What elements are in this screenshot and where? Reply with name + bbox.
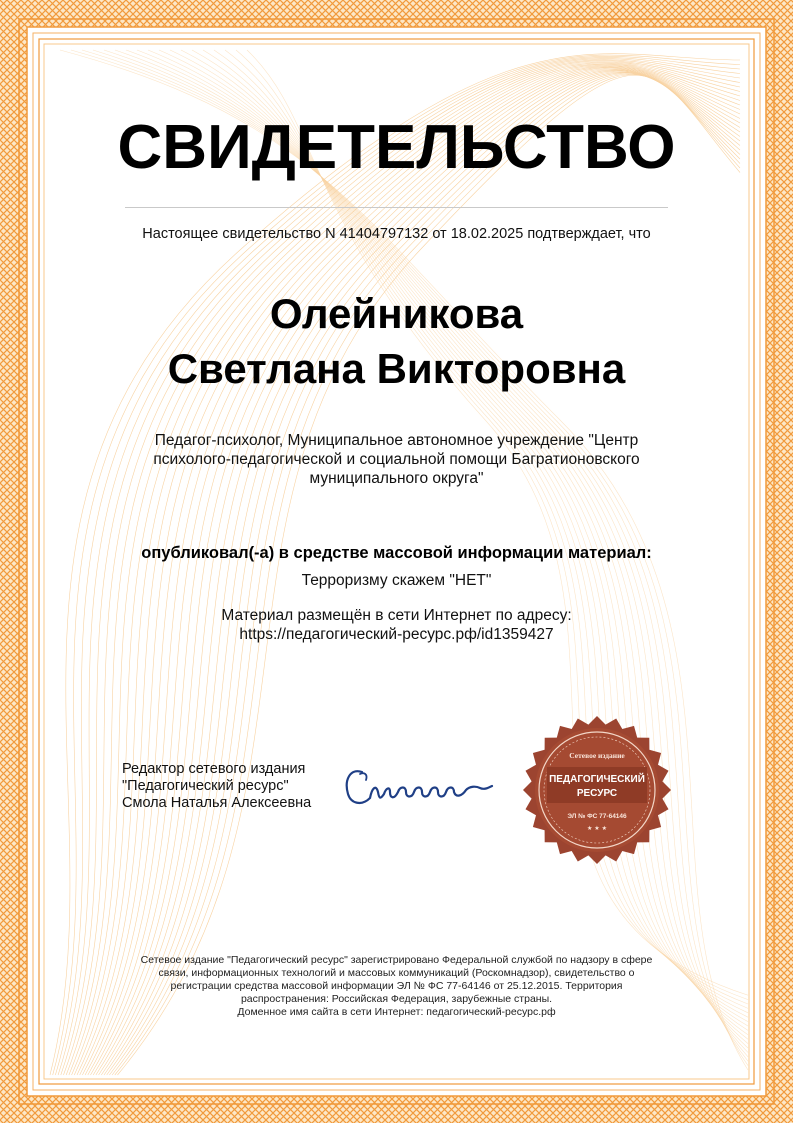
published-label: опубликовал(-а) в средстве массовой информации материал: bbox=[141, 544, 652, 562]
material-url: https://педагогический-ресурс.рф/id1359427 bbox=[239, 626, 554, 643]
title-divider bbox=[125, 207, 668, 208]
footer-line: распространения: Российская Федерация, зарубежные страны. bbox=[240, 993, 553, 1005]
publication-seal bbox=[517, 710, 677, 870]
seal-top-text: Сетевое издание bbox=[569, 751, 625, 760]
seal-name-line2: РЕСУРС bbox=[576, 788, 618, 799]
editor-signature bbox=[340, 758, 500, 818]
editor-block bbox=[122, 761, 311, 812]
editor-name: Смола Наталья Алексеевна bbox=[122, 795, 312, 811]
recipient-given-names: Светлана Викторовна bbox=[167, 345, 626, 392]
seal-reg-number: ЭЛ № ФС 77-64146 bbox=[567, 813, 627, 820]
editor-publication: "Педагогический ресурс" bbox=[122, 778, 289, 794]
editor-title: Редактор сетевого издания bbox=[122, 761, 306, 777]
material-title: Терроризму скажем "НЕТ" bbox=[301, 572, 492, 589]
recipient-position: Педагог-психолог, Муниципальное автономное учреждение "Центр психолого-педагогической и социальной помощи Багратионовского муниципального округа" bbox=[153, 432, 640, 487]
placed-label: Материал размещён в сети Интернет по адресу: bbox=[221, 607, 572, 624]
footer-line: связи, информационных технологий и массовых коммуникаций (Роскомнадзор), свидетельство о bbox=[158, 967, 635, 979]
certificate-title: СВИДЕТЕЛЬСТВО bbox=[117, 113, 676, 182]
footer-line: регистрации средства массовой информации ЭЛ № ФС 77-64146 от 25.12.2015. Территория bbox=[170, 980, 623, 992]
footer-line: Доменное имя сайта в сети Интернет: педагогический-ресурс.рф bbox=[237, 1006, 556, 1018]
footer-line: Сетевое издание "Педагогический ресурс" зарегистрировано Федеральной службой по надзору в сфере bbox=[140, 954, 653, 966]
seal-stars: ★ ★ ★ bbox=[587, 825, 607, 832]
seal-name-line1: ПЕДАГОГИЧЕСКИЙ bbox=[549, 774, 645, 785]
registration-footer bbox=[120, 954, 673, 1019]
recipient-surname: Олейникова bbox=[269, 290, 524, 337]
certificate-intro: Настоящее свидетельство N 41404797132 от 18.02.2025 подтверждает, что bbox=[142, 226, 651, 242]
